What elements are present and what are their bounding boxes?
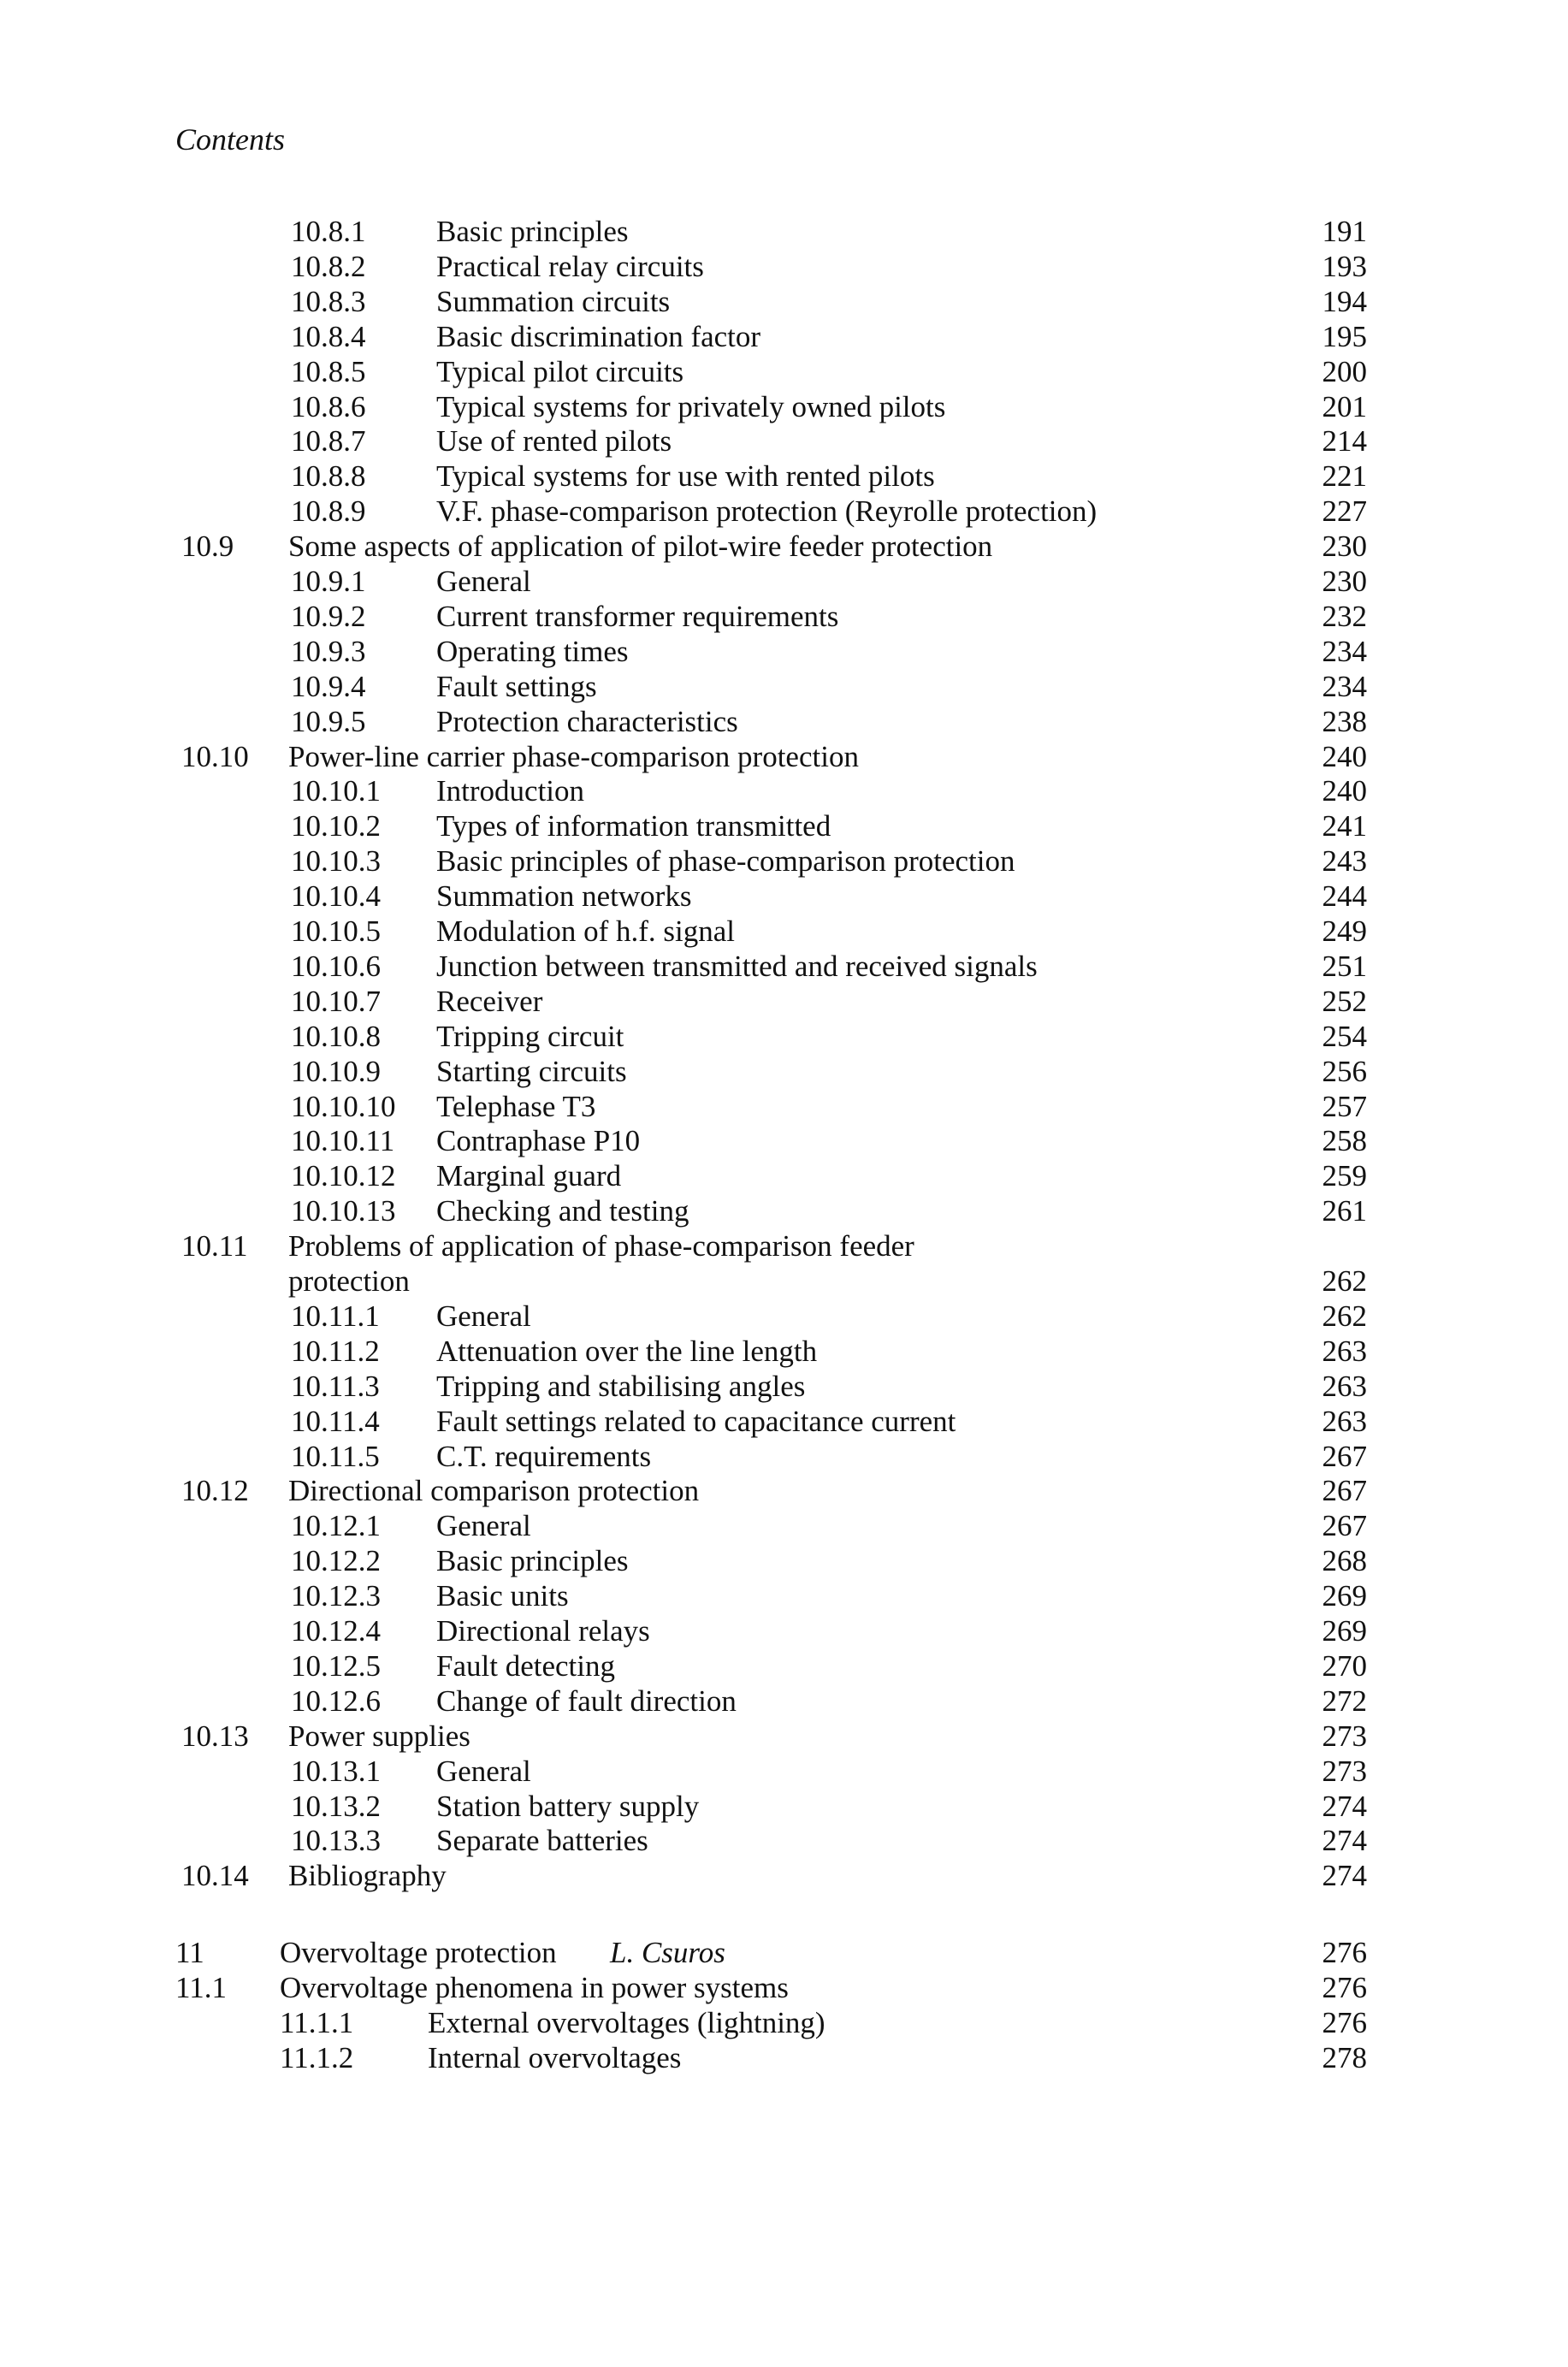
toc-entry xyxy=(0,459,1568,494)
entry-number: 10.12 xyxy=(181,1474,249,1508)
entry-page: 261 xyxy=(1322,1194,1367,1228)
entry-title: Basic principles xyxy=(436,1544,629,1578)
entry-number: 11.1 xyxy=(175,1970,227,2004)
entry-number: 10.9 xyxy=(181,530,234,564)
entry-page: 270 xyxy=(1322,1648,1367,1683)
entry-page: 267 xyxy=(1322,1439,1367,1473)
entry-number: 10.9.5 xyxy=(291,704,366,738)
entry-title: protection xyxy=(288,1264,410,1298)
toc-entry xyxy=(0,1508,1568,1543)
entry-title: Power supplies xyxy=(288,1719,470,1753)
toc-entry xyxy=(0,564,1568,599)
toc-entry xyxy=(0,1054,1568,1089)
entry-title: Separate batteries xyxy=(436,1824,648,1858)
entry-number: 10.8.2 xyxy=(291,249,366,283)
chapter-number: 11 xyxy=(175,1936,204,1969)
entry-number: 10.10.12 xyxy=(291,1159,396,1193)
entry-page: 244 xyxy=(1322,879,1367,914)
entry-number: 10.10.8 xyxy=(291,1019,381,1053)
toc-entry xyxy=(0,284,1568,319)
entry-page: 194 xyxy=(1322,284,1367,318)
entry-page: 262 xyxy=(1322,1299,1367,1333)
toc-entry xyxy=(0,2040,1568,2075)
entry-number: 10.11.1 xyxy=(291,1299,380,1333)
entry-title: Basic principles of phase-comparison protection xyxy=(436,844,1015,879)
entry-number: 10.8.3 xyxy=(291,284,366,318)
entry-title: Fault detecting xyxy=(436,1648,615,1683)
entry-number: 10.9.3 xyxy=(291,634,366,668)
toc-entry xyxy=(0,1473,1568,1508)
entry-title: V.F. phase-comparison protection (Reyrolle protection) xyxy=(436,494,1098,529)
toc-entry xyxy=(0,773,1568,808)
entry-number: 10.13.3 xyxy=(291,1824,381,1858)
entry-number: 10.9.1 xyxy=(291,565,366,598)
entry-number: 10.13.1 xyxy=(291,1754,381,1788)
toc-entry xyxy=(0,879,1568,914)
toc-entry xyxy=(0,1613,1568,1648)
entry-title: Basic units xyxy=(436,1579,569,1613)
toc-entry xyxy=(0,984,1568,1019)
entry-page: 241 xyxy=(1322,809,1367,843)
entry-page: 274 xyxy=(1322,1859,1367,1893)
entry-title: Change of fault direction xyxy=(436,1684,737,1718)
entry-title: Marginal guard xyxy=(436,1159,622,1193)
entry-number: 10.10 xyxy=(181,739,249,773)
entry-number: 10.8.9 xyxy=(291,494,366,529)
toc-entry xyxy=(0,1648,1568,1684)
toc-entry xyxy=(0,599,1568,634)
entry-number: 10.12.4 xyxy=(291,1614,381,1648)
entry-title: Attenuation over the line length xyxy=(436,1334,818,1368)
entry-page: 274 xyxy=(1322,1824,1367,1858)
entry-page: 262 xyxy=(1322,1264,1367,1298)
entry-title: Contraphase P10 xyxy=(436,1124,641,1158)
toc-entry xyxy=(0,634,1568,669)
entry-page: 257 xyxy=(1322,1089,1367,1123)
entry-page: 269 xyxy=(1322,1579,1367,1613)
toc-entry xyxy=(0,843,1568,879)
entry-page: 263 xyxy=(1322,1369,1367,1403)
entry-number: 10.10.4 xyxy=(291,879,381,914)
entry-title: Directional relays xyxy=(436,1614,650,1648)
entry-title: Basic principles xyxy=(436,215,629,248)
entry-page: 274 xyxy=(1322,1789,1367,1823)
entry-number: 11.1.1 xyxy=(280,2005,354,2039)
entry-page: 269 xyxy=(1322,1614,1367,1648)
entry-number: 10.12.5 xyxy=(291,1648,381,1683)
entry-title: Tripping and stabilising angles xyxy=(436,1369,806,1403)
toc-entry xyxy=(0,214,1568,249)
entry-page: 256 xyxy=(1322,1054,1367,1088)
entry-page: 276 xyxy=(1322,2005,1367,2039)
entry-title: Some aspects of application of pilot-wire feeder protection xyxy=(288,530,993,564)
entry-title: Starting circuits xyxy=(436,1054,627,1088)
entry-title: Practical relay circuits xyxy=(436,249,704,283)
entry-page: 240 xyxy=(1322,739,1367,773)
entry-page: 200 xyxy=(1322,354,1367,388)
entry-title: Fault settings related to capacitance current xyxy=(436,1404,956,1438)
entry-page: 191 xyxy=(1322,215,1367,248)
toc-entry xyxy=(0,494,1568,529)
toc-entry xyxy=(0,354,1568,389)
entry-number: 10.12.1 xyxy=(291,1509,381,1543)
chapter-page: 276 xyxy=(1322,1936,1367,1969)
entry-page: 258 xyxy=(1322,1124,1367,1158)
toc-entry xyxy=(0,1858,1568,1893)
entry-title: Modulation of h.f. signal xyxy=(436,914,735,948)
toc-entry xyxy=(0,739,1568,774)
toc-entry xyxy=(0,1369,1568,1404)
entry-number: 10.10.5 xyxy=(291,914,381,948)
toc-entry xyxy=(0,1334,1568,1369)
entry-page: 268 xyxy=(1322,1544,1367,1578)
toc-entry xyxy=(0,389,1568,424)
entry-number: 10.10.11 xyxy=(291,1124,395,1158)
entry-page: 234 xyxy=(1322,669,1367,703)
toc-entry xyxy=(0,1193,1568,1228)
entry-number: 11.1.2 xyxy=(280,2040,354,2074)
entry-number: 10.8.5 xyxy=(291,354,366,388)
entry-title: Power-line carrier phase-comparison protection xyxy=(288,739,859,773)
toc-entry xyxy=(0,1089,1568,1124)
toc-entry xyxy=(0,1158,1568,1193)
entry-number: 10.8.4 xyxy=(291,319,366,353)
toc-entry xyxy=(0,1439,1568,1474)
chapter-title: Overvoltage protection xyxy=(280,1936,557,1969)
entry-number: 10.10.3 xyxy=(291,844,381,879)
entry-page: 238 xyxy=(1322,704,1367,738)
entry-page: 259 xyxy=(1322,1159,1367,1193)
toc-entry xyxy=(0,529,1568,564)
entry-number: 10.8.6 xyxy=(291,389,366,423)
toc-entry xyxy=(0,669,1568,704)
toc-entry xyxy=(0,949,1568,984)
entry-title: C.T. requirements xyxy=(436,1439,652,1473)
entry-page: 195 xyxy=(1322,319,1367,353)
toc-entry xyxy=(0,1970,1568,2005)
entry-number: 10.11.3 xyxy=(291,1369,380,1403)
entry-number: 10.11 xyxy=(181,1229,248,1263)
entry-title: Internal overvoltages xyxy=(428,2040,682,2074)
entry-title: Overvoltage phenomena in power systems xyxy=(280,1970,789,2004)
entry-number: 10.10.9 xyxy=(291,1054,381,1088)
entry-page: 272 xyxy=(1322,1684,1367,1718)
entry-title: Junction between transmitted and received signals xyxy=(436,949,1038,983)
entry-title: Types of information transmitted xyxy=(436,809,831,843)
entry-title: Checking and testing xyxy=(436,1194,689,1228)
chapter-heading xyxy=(0,1935,1568,1970)
entry-page: 230 xyxy=(1322,530,1367,564)
chapter-author: L. Csuros xyxy=(610,1936,725,1969)
entry-page: 214 xyxy=(1322,424,1367,459)
entry-number: 10.14 xyxy=(181,1859,249,1893)
entry-page: 234 xyxy=(1322,634,1367,668)
entry-number: 10.8.1 xyxy=(291,215,366,248)
entry-page: 278 xyxy=(1322,2040,1367,2074)
entry-title: Typical systems for privately owned pilots xyxy=(436,389,946,423)
entry-title: Directional comparison protection xyxy=(288,1474,700,1508)
entry-number: 10.8.8 xyxy=(291,459,366,494)
entry-number: 10.11.2 xyxy=(291,1334,380,1368)
entry-number: 10.10.6 xyxy=(291,949,381,983)
toc-entry xyxy=(0,1789,1568,1824)
toc-entry xyxy=(0,1543,1568,1578)
entry-title: General xyxy=(436,1754,531,1788)
toc-entry xyxy=(0,704,1568,739)
entry-title: Basic discrimination factor xyxy=(436,319,761,353)
toc-entry xyxy=(0,1719,1568,1754)
entry-page: 273 xyxy=(1322,1719,1367,1753)
toc-entry xyxy=(0,319,1568,354)
entry-title: Summation networks xyxy=(436,879,692,914)
toc-entry xyxy=(0,1263,1568,1299)
entry-title: Current transformer requirements xyxy=(436,599,839,633)
entry-page: 252 xyxy=(1322,984,1367,1018)
entry-page: 201 xyxy=(1322,389,1367,423)
entry-page: 267 xyxy=(1322,1474,1367,1508)
toc-entry xyxy=(0,1123,1568,1158)
entry-title: External overvoltages (lightning) xyxy=(428,2005,825,2039)
entry-title: Problems of application of phase-comparison feeder xyxy=(288,1229,914,1263)
entry-title: Tripping circuit xyxy=(436,1019,624,1053)
entry-number: 10.13.2 xyxy=(291,1789,381,1823)
toc-entry xyxy=(0,1754,1568,1789)
toc-entry xyxy=(0,1684,1568,1719)
entry-page: 227 xyxy=(1322,494,1367,529)
entry-title: Typical systems for use with rented pilots xyxy=(436,459,935,494)
entry-number: 10.9.2 xyxy=(291,599,366,633)
entry-number: 10.11.5 xyxy=(291,1439,380,1473)
entry-page: 221 xyxy=(1322,459,1367,494)
entry-title: Operating times xyxy=(436,634,629,668)
entry-page: 243 xyxy=(1322,844,1367,879)
entry-number: 10.12.2 xyxy=(291,1544,381,1578)
entry-page: 254 xyxy=(1322,1019,1367,1053)
entry-page: 193 xyxy=(1322,249,1367,283)
entry-title: Station battery supply xyxy=(436,1789,700,1823)
entry-number: 10.8.7 xyxy=(291,424,366,459)
toc-entry xyxy=(0,423,1568,459)
entry-page: 263 xyxy=(1322,1334,1367,1368)
toc-entry xyxy=(0,1823,1568,1858)
entry-page: 230 xyxy=(1322,565,1367,598)
entry-title: General xyxy=(436,1509,531,1543)
toc-entry xyxy=(0,914,1568,949)
entry-title: Typical pilot circuits xyxy=(436,354,684,388)
toc-entry xyxy=(0,249,1568,284)
entry-title: Summation circuits xyxy=(436,284,671,318)
entry-number: 10.10.13 xyxy=(291,1194,396,1228)
entry-page: 251 xyxy=(1322,949,1367,983)
toc-entry xyxy=(0,1019,1568,1054)
entry-title: Introduction xyxy=(436,774,585,808)
toc-entry xyxy=(0,1404,1568,1439)
toc-entry xyxy=(0,1578,1568,1613)
entry-page: 240 xyxy=(1322,774,1367,808)
page-header: Contents xyxy=(175,122,286,157)
entry-title: Use of rented pilots xyxy=(436,424,672,459)
entry-number: 10.10.7 xyxy=(291,984,381,1018)
entry-title: Receiver xyxy=(436,984,543,1018)
toc-entry xyxy=(0,808,1568,843)
entry-number: 10.12.3 xyxy=(291,1579,381,1613)
toc-entry xyxy=(0,2005,1568,2040)
entry-title: Protection characteristics xyxy=(436,704,738,738)
entry-number: 10.13 xyxy=(181,1719,249,1753)
entry-page: 249 xyxy=(1322,914,1367,948)
entry-number: 10.9.4 xyxy=(291,669,366,703)
toc-entry xyxy=(0,1228,1568,1263)
entry-number: 10.10.1 xyxy=(291,774,381,808)
entry-title: Bibliography xyxy=(288,1859,447,1893)
toc-entry xyxy=(0,1299,1568,1334)
entry-title: Telephase T3 xyxy=(436,1089,596,1123)
entry-number: 10.12.6 xyxy=(291,1684,381,1718)
entry-title: General xyxy=(436,565,531,598)
entry-page: 276 xyxy=(1322,1970,1367,2004)
entry-page: 273 xyxy=(1322,1754,1367,1788)
entry-page: 232 xyxy=(1322,599,1367,633)
entry-number: 10.10.2 xyxy=(291,809,381,843)
entry-page: 263 xyxy=(1322,1404,1367,1438)
entry-title: General xyxy=(436,1299,531,1333)
entry-title: Fault settings xyxy=(436,669,597,703)
entry-number: 10.11.4 xyxy=(291,1404,380,1438)
entry-page: 267 xyxy=(1322,1509,1367,1543)
entry-number: 10.10.10 xyxy=(291,1089,396,1123)
